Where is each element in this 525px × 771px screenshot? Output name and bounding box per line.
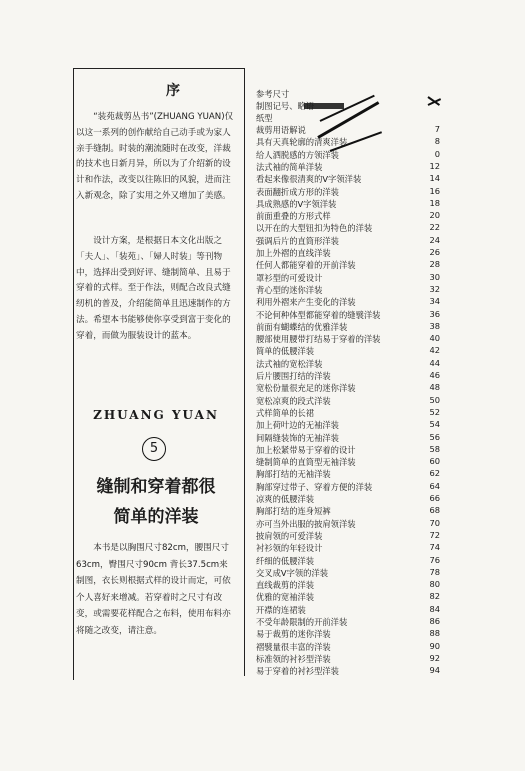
toc-entry-page-number: 30 — [429, 271, 440, 282]
toc-entry-title: 披肩领的可爱洋装 — [256, 530, 323, 541]
toc-entry-title: 任何人都能穿着的开前洋装 — [256, 260, 356, 271]
toc-entry-title: 前面重叠的方形式样 — [256, 211, 331, 222]
toc-entry-page-number: 12 — [429, 160, 440, 171]
toc-header-item: 制图记号、略语 — [256, 101, 315, 111]
toc-entry-page-number: 46 — [429, 370, 440, 380]
toc-entry-page-number: 66 — [429, 493, 440, 503]
toc-entry-title: 交叉成V字领的洋装 — [256, 567, 329, 578]
toc-entry-title: 优雅的宽袖洋装 — [256, 592, 315, 603]
toc-entry-title: 加上荷叶边的无袖洋装 — [256, 420, 339, 431]
toc-entry-title: 胸部打结的连身短裤 — [256, 506, 331, 517]
toc-entry-title: 前面有蝴蝶结的优雅洋装 — [256, 321, 348, 332]
toc-entry-page-number: 68 — [429, 505, 440, 516]
toc-entry-title: 胸部穿过带子、穿着方便的洋装 — [256, 481, 373, 492]
toc-entry-page-number: 7 — [434, 124, 440, 134]
toc-entry-title: 给人洒脱感的方领洋装 — [256, 149, 339, 160]
toc-entry-page-number: 42 — [429, 345, 440, 356]
toc-entry-title: 亦可当外出服的披肩领洋装 — [256, 518, 356, 529]
toc-entry-title: 加上松紧带易于穿着的设计 — [256, 444, 356, 455]
toc-entry-title: 式样简单的长裙 — [256, 407, 315, 418]
book-title-line-2: 简单的洋装 — [113, 507, 199, 527]
toc-entry-page-number: 76 — [429, 554, 440, 565]
toc-entry-page-number: 36 — [429, 308, 440, 319]
toc-entry-page-number: 32 — [429, 283, 440, 294]
toc-entry-page-number: 58 — [429, 443, 440, 454]
top-border-rule — [73, 68, 245, 69]
toc-entry-page-number: 54 — [429, 419, 440, 430]
toc-entry-page-number: 74 — [429, 542, 440, 553]
toc-entry-page-number: 22 — [429, 222, 440, 233]
toc-entry-page-number: 14 — [429, 173, 440, 184]
toc-entry-page-number: 0 — [434, 148, 440, 159]
toc-header-item: 参考尺寸 — [256, 89, 290, 99]
toc-entry-title: 罩衫型的可爱设计 — [256, 272, 323, 283]
preface-paragraph-2: 设计方案，是根据日本文化出版之「夫人」、「装苑」、「婦人时装」等刊物中，选择出受到好评、缝制简单、且易于穿着的式样。至于作法，则配合改良式缝纫机的普及，介绍能简单且迅速制作的方法。希望本书能够使你享受到富于变化的穿着，而做为服装设计的蓝本。 — [76, 236, 231, 341]
toc-entry-title: 背心型的迷你洋装 — [256, 284, 323, 295]
toc-entry-title: 宽松份量很充足的迷你洋装 — [256, 383, 356, 394]
toc-entry-page-number: 94 — [429, 665, 440, 676]
toc-entry-page-number: 72 — [429, 529, 440, 540]
toc-entry-title: 裁剪用语解说 — [256, 125, 306, 135]
preface-column — [76, 70, 236, 680]
toc-entry-page-number: 56 — [429, 431, 440, 442]
toc-entry-page-number: 80 — [429, 579, 440, 590]
preface-title: 序 — [166, 83, 180, 99]
toc-entry-title: 胸部打结的无袖洋装 — [256, 469, 331, 480]
toc-entry-title: 具成熟感的V字领洋装 — [256, 198, 337, 209]
toc-entry-title: 看起来像很清爽的V字领洋装 — [256, 174, 362, 185]
toc-entry-title: 法式袖的简单洋装 — [256, 161, 323, 172]
toc-entry-title: 纤细的低腰洋装 — [256, 555, 315, 566]
toc-entry-title: 不受年龄限制的开前洋装 — [256, 617, 348, 627]
toc-entry-title: 后片腰围打结的洋装 — [256, 371, 331, 381]
toc-entry-page-number: 40 — [429, 333, 440, 344]
toc-entry-page-number: 44 — [429, 357, 440, 368]
volume-number-badge: 5 — [142, 437, 166, 461]
toc-entry-page-number: 48 — [429, 382, 440, 393]
column-divider-rule — [244, 68, 245, 676]
toc-entry-title: 强调后片的直筒形洋装 — [256, 235, 339, 246]
toc-entry-title: 简单的低腰洋装 — [256, 346, 315, 357]
toc-entry-page-number: 20 — [429, 210, 440, 221]
toc-entry-page-number: 26 — [429, 247, 440, 257]
toc-entry-page-number: 50 — [429, 394, 440, 405]
toc-header-item: 纸型 — [256, 113, 273, 123]
toc-entry-title: 加上外褶的直线洋装 — [256, 248, 331, 258]
series-brand: ZHUANG YUAN — [93, 408, 219, 422]
toc-entry-page-number: 34 — [429, 296, 440, 307]
toc-entry-title: 开襟的连裙装 — [256, 604, 306, 615]
toc-entry-title: 凉爽的低腰洋装 — [256, 494, 315, 504]
toc-entry-title: 利用外褶来产生变化的洋装 — [256, 297, 356, 308]
toc-entry-page-number: 18 — [429, 197, 440, 208]
toc-entry-title: 直线裁剪的洋装 — [256, 580, 315, 591]
toc-entry-title: 易于裁剪的迷你洋装 — [256, 629, 331, 640]
toc-entry-page-number: 60 — [429, 456, 440, 467]
toc-entry-page-number: 90 — [429, 640, 440, 651]
toc-entry-title: 表面翻折成方形的洋装 — [256, 186, 339, 197]
toc-entry-title: 具有天真轮廓的清爽洋装 — [256, 137, 348, 148]
toc-entry-page-number: 84 — [429, 603, 440, 614]
toc-entry-page-number: 82 — [429, 591, 440, 602]
toc-entry-page-number: 52 — [429, 406, 440, 417]
toc-entry-title: 间隔缝装饰的无袖洋装 — [256, 432, 339, 443]
toc-entry-page-number: 78 — [429, 566, 440, 577]
toc-entry-title: 腰部使用腰带打结易于穿着的洋装 — [256, 334, 381, 345]
toc-entry-page-number: 70 — [429, 517, 440, 528]
toc-entry-page-number: 38 — [429, 320, 440, 331]
toc-entry-page-number: 16 — [429, 185, 440, 196]
toc-entry-title: 不论何种体型都能穿着的缝襞洋装 — [256, 309, 381, 320]
left-border-rule — [73, 68, 74, 680]
preface-paragraph-1: “装苑裁剪丛书”(ZHUANG YUAN)仅以这一系列的创作献给自己动手或为家人亲手缝制。时装的潮流随时在改变，洋裁的技术也日新月异，所以为了介绍新的设计和作法，改变以往陈旧的风貌，进而注入新观念，除了实用之外又增加了美感。 — [76, 112, 234, 201]
toc-entry-page-number: 86 — [429, 616, 440, 626]
toc-entry-page-number: 28 — [429, 259, 440, 270]
toc-entry-title: 衬衫领的年轻设计 — [256, 543, 323, 554]
toc-entry-title: 标准领的衬衫型洋装 — [256, 653, 331, 664]
book-title-line-1: 缝制和穿着都很 — [96, 477, 216, 497]
toc-entry-title: 以开在的大型钮扣为特色的洋装 — [256, 223, 373, 234]
toc-entry-title: 宽松凉爽的段式洋装 — [256, 395, 331, 406]
toc-entry-page-number: 92 — [429, 652, 440, 663]
toc-entry-page-number: 64 — [429, 480, 440, 491]
size-note-paragraph: 本书是以胸围尺寸82cm，腰围尺寸63cm，臀围尺寸90cm 背长37.5cm来制图，衣长则根据式样的设计而定，可依个人喜好来增减。若穿着时之尺寸有改变，或需要花样配合之布料，使用布料亦将随之改变，请注意。 — [76, 543, 231, 636]
toc-entry-page-number: 24 — [429, 234, 440, 245]
toc-entry-title: 法式袖的宽松洋装 — [256, 358, 323, 369]
toc-entry-title: 易于穿着的衬衫型洋装 — [256, 666, 339, 677]
toc-entry-title: 褶襞量很丰富的洋装 — [256, 641, 331, 652]
toc-entry-page-number: 62 — [429, 468, 440, 479]
toc-entry-page-number: 8 — [434, 136, 440, 147]
toc-entry-page-number: 88 — [429, 628, 440, 639]
toc-entry-title: 缝制简单的直筒型无袖洋装 — [256, 457, 356, 468]
